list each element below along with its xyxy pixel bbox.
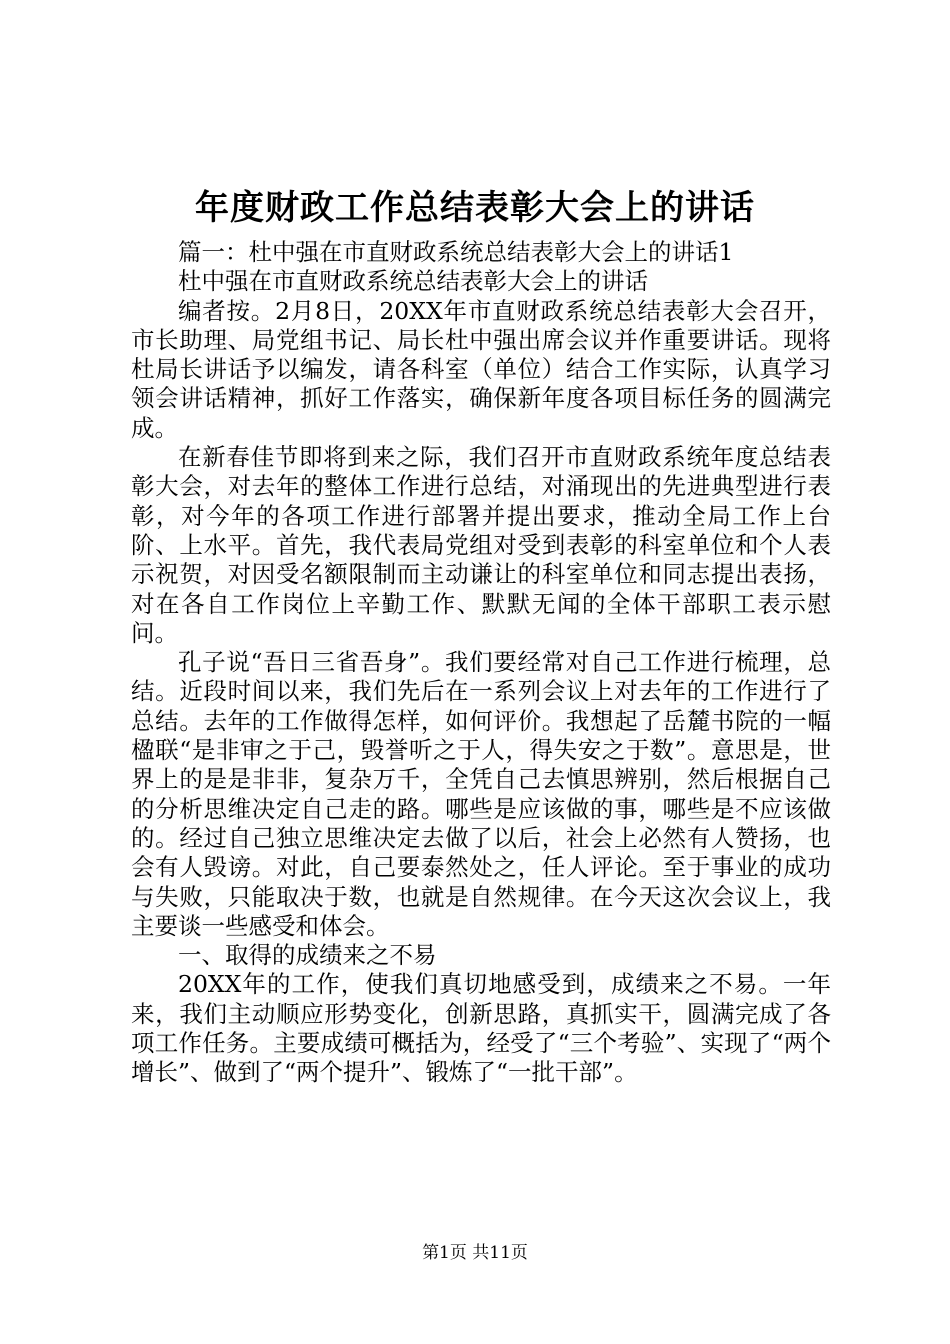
paragraph-editor-note: 编者按。2月8日，20XX年市直财政系统总结表彰大会召开，市长助理、局党组书记、局长杜中强出席会议并作重要讲话。现将杜局长讲话予以编发，请各科室（单位）结合工作实际，认真学习领会讲话精神，抓好工作落实，确保新年度各项目标任务的圆满完成。 <box>131 296 831 442</box>
paragraph-achievements: 20XX年的工作，使我们真切地感受到，成绩来之不易。一年来，我们主动顺应形势变化，创新思路，真抓实干，圆满完成了各项工作任务。主要成绩可概括为，经受了“三个考验”、实现了“两个增长”、做到了“两个提升”、锻炼了“一批干部”。 <box>131 970 831 1087</box>
page-footer: 第1页 共11页 <box>422 1243 528 1263</box>
document-title: 年度财政工作总结表彰大会上的讲话 <box>195 188 755 228</box>
document-body <box>131 238 831 1088</box>
paragraph-section-heading: 一、取得的成绩来之不易 <box>178 941 437 970</box>
paragraph-heading-article-one: 篇一：杜中强在市直财政系统总结表彰大会上的讲话1 <box>178 238 734 266</box>
paragraph-opening: 在新春佳节即将到来之际，我们召开市直财政系统年度总结表彰大会，对去年的整体工作进行总结，对涌现出的先进典型进行表彰，对今年的各项工作进行部署并提出要求，推动全局工作上台阶、上水平。首先，我代表局党组对受到表彰的科室单位和个人表示祝贺，对因受名额限制而主动谦让的科室单位和同志提出表扬，对在各自工作岗位上辛勤工作、默默无闻的全体干部职工表示慰问。 <box>131 443 831 647</box>
paragraph-reflection: 孔子说“吾日三省吾身”。我们要经常对自己工作进行梳理，总结。近段时间以来，我们先后在一系列会议上对去年的工作进行了总结。去年的工作做得怎样，如何评价。我想起了岳麓书院的一幅楹联“是非审之于己，毁誉听之于人，得失安之于数”。意思是，世界上的是是非非，复杂万千，全凭自己去慎思辨别，然后根据自己的分析思维决定自己走的路。哪些是应该做的事，哪些是不应该做的。经过自己独立思维决定去做了以后，社会上必然有人赞扬，也会有人毁谤。对此，自己要泰然处之，任人评论。至于事业的成功与失败，只能取决于数，也就是自然规律。在今天这次会议上，我主要谈一些感受和体会。 <box>131 648 831 940</box>
paragraph-speech-title: 杜中强在市直财政系统总结表彰大会上的讲话 <box>178 267 648 296</box>
